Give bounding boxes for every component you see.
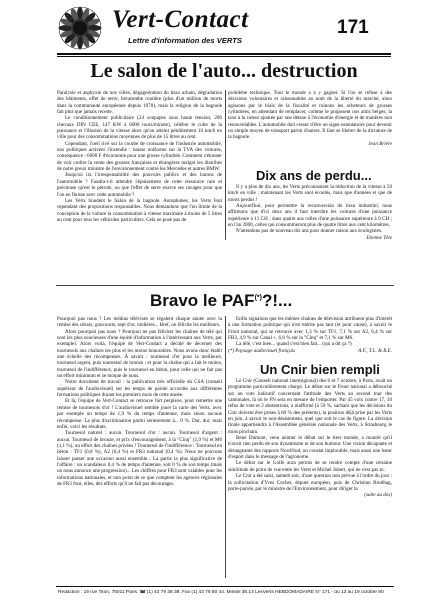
paragraph: Le débat sur le Golfe aura permis de se rendre compte d'une certaine similitude de point de vue entre les Verts et Michel Jobert, qui ne s'est pas tu. [228,460,392,473]
article-salon-left-column [57,90,222,282]
masthead-subtitle: Lettre d'information des VERTS [128,36,242,45]
article-cnir-headline: Un Cnir bien rempli [260,362,380,377]
continued-note: (suite au dos) [364,492,392,499]
article-paf-headline [150,291,292,311]
article-cnir-body [228,378,392,580]
paragraph: Jusqu'où ira l'irresponsabilité des pouvoirs publics et des barons de l'automobile ? Faudra-t-il attendre l'épuisement de cette ressource rare et précieuse qu'est le pétrole, ou que l'effet de serre exerce ses ravages pour que l'on en finisse avec cette automobile ? [57,172,222,198]
paragraph: problème technique. Tout le monde a à y gagner. Si l'on se refuse à des décisions volontaires et raisonnables au nom de la liberté du marché, alors agissons par le biais de la fiscalité et ruinons les acheteurs de grosses cylindrées, en attendant de remplacer, comme le proposent nos amis belges, la taxe à la valeur ajoutée par une détaxe à l'économie d'énergie et de matières non renouvelables. L'automobile doit cesser d'être un signe ostentatoire pour devenir un simple moyen de transport parmi d'autres. Il faut se libérer de la dictature de la bagnole. [228,90,392,141]
masthead-title: Vert-Contact [112,6,249,33]
sunflower-logo-icon [58,6,102,50]
article-salon-right-column [228,90,392,166]
issue-number: 171 [337,17,369,38]
paragraph: Notre document de travail : la publication très officielle du CSA (conseil supérieur de l'audiovisuel) sur les temps de parole accordés aux différentes formations politiques durant les premiers mois de cette année. [57,379,222,399]
paragraph: Le Cnir (Conseil national interrégional) des 6 et 7 octobre, à Paris, avait un programme particulièrement chargé. Le débat sur le Front national a débouché sur un vote indicatif concernant l'attitude des Verts au second tour des cantonales, là où le FN sera en mesure de l'emporter. Par 45 voix contre 17, 10 refus de vote et 2 abstentions, a réaffirmé (à 59 %, sachant que les décisions du Cnir doivent être prises à 60 % des présents), la position déjà prise par les Verts en juin, à savoir le non-désistement, quel que soit le cas de figure. La décision finale appartiendra à l'Assemblée générale nationale des Verts, à Strasbourg le mois prochain. [228,378,392,435]
footnote: (*) Paysage audiovisuel français [228,347,296,354]
paragraph: N'attendons pas de nouveau dix ans pour donner raison aux écologistes. [236,228,383,235]
paragraph: Enfin signalons que les mêmes chaînes de télévision attribuent plus d'intérêt à une formation politique qui n'en mérite pas tant (et pour cause), à savoir le Front national, qui se retrouve avec 1,3 % sur TF1, 7,1 % sur A2, 6,4 % sur FR3, 4,9 % sur Canal +, 6,6 % sur la "Cinq" et 7,1 % sur M6. [228,316,392,342]
signature: Etienne Tête [366,234,392,240]
paragraph: Paralysie et asphyxie de nos villes, dégagnération du tissu urbain, dégradation des bâtiments, effet de serre, hécatombe routière (plus d'un million de morts dans la communauté européenne depuis 1970), mais la religion de la bagnole fait plus que jamais recette. [57,90,222,116]
paragraph: Alors pourquoi pas nous ? Pourquoi ne pas féliciter les chaînes de télé qui sont les plus soucieuses d'une équité d'information à l'intérressant aux Verts, par exemple). Alors voilà, l'équipe de Vert-Contact a décidé de décerner des tournesols aux chaînes les plus et les moins honorables. Nous avons donc établi une échelle des récompenses. À savoir : tournesol d'or pour la meilleure, tournesol argent, puis tournesol de bronze ; et pour la chaîne qui a fait le moins, tournesol de l'indifférence, puis le tournesol en béton, pour celle qui ne fait pas un effort minimum et se moque de nous. [57,328,222,380]
paragraph: Pourquoi pas nous ? Les médias télévisés se régalent chaque année avec la remise des césars, goncourts, sept d'or, molières... Bref, on félicite les meilleurs. [57,316,222,329]
footnote-row [228,348,392,354]
masthead-rule [57,53,391,55]
column-divider [225,90,226,240]
article-paf-left-column [57,316,222,574]
paragraph: René Dumont, venu animer le débat sur le tiers monde, a montré qu'il n'avait rien perdu de son dynamisme ni de son humour. Une vision décapante et dérangeante des rapports Nord/Sud, un constat implacable, mais aussi une lueur d'espoir dans le message de l'agronome. [228,435,392,461]
footer-rule [56,586,394,587]
article-dix-ans-body [228,184,392,240]
section-divider [56,285,394,286]
article-paf-right-column [228,316,392,360]
paragraph: Et là, l'équipe de Vert-Contact se retrouve fort perplexe, pour remettre une remise de tournesols d'or ! L'audiovisuel semble jouer la carte des Verts, avec par exemple un temps de 1,9 % du temps d'antenne, mais sinon aucune récompense. La plus discrimination parmi seriesement à... 0 %. Dur, dur, mais enfin, voici les résultats. [57,398,222,430]
signature: A.F., T.L. & R.E. [358,347,392,354]
headline-footnote-mark: (*) [254,294,262,302]
paragraph: Aujourd'hui, pour permettre la reconversion du tissu industriel, nous affirmons que d'ici deux ans il faut interdire les voitures d'une puissance supérieure à 11 CH ; dans quatre ans celles d'une puissance supérieure à 9 CH ; en l'an 2000, celles qui consommeront plus de quatre litres aux cent kilomètres. [228,203,392,229]
paragraph: Tournesol naturel : aucun. Tournesol d'or : aucun. Tournesol d'argent : aucun. Tournesol de bronze, et prix d'encouragement, à la "Cinq" (1,9 %) et M6 (1,1 %), un effort des chaînes privées ! Tournesol de l'indifférence : Tournesol en béton : TF1 (0,8 %), A2 (0,4 %) et FR3 national (0,4 %). Nous ne pouvons laisser passer une occasion aussi ensemble... La partie la plus significative de l'affaire : un scandaleux 0,4 % de temps d'antenne, soit 0 % de son temps (mais on nous annonce une progression)... Les chiffres pour FR3 sont valables pour les informations nationales, et non point de ce que comptent les agences régionales de FR3 font, elles, des efforts qu'il ne fait pas décourager. [57,430,222,487]
signature: Jean Brière [368,140,392,147]
paragraph: Il y a plus de dix ans, les Verts préconisaient la réduction de la vitesse à 50 km/h en ville ; maintenant les Verts sont écoutés, mais que d'années et que de morts perdus ! [228,184,392,203]
article-salon-headline: Le salon de l'auto... destruction [90,60,358,82]
masthead-rule-thin [57,56,391,57]
paragraph: Le conditionnement publicitaire (24 soupapes sous haute tension, 200 chevaux DIN CEE, 147 KW à 6000 tours/minute), célèbre le culte de la puissance et l'illusion de la vitesse alors qu'on atteint péniblement 10 km/h en ville pour des consommations moyennes de plus de 15 litres au cent. [57,115,222,141]
article-dix-ans-headline: Dix ans de perdu... [256,168,372,183]
footer-info: Rédaction : 19 rue Titon, 75011 Paris. ☎ (1) 43 79 38 38. Fax (1) 43 79 50 44. Minitel 36.14 LesVerts HEBDOMADAIRE N° 171 - du 13 au 19 octobre 90 [58,590,384,595]
headline-text: Bravo le PAF [150,291,255,310]
paragraph: Cependant, l'oeil rivé sur la courbe de croissance de l'industrie automobile, nos politiques activent l'incendie : baisse uniforme sur la TVA des voitures, conséquence : 6000 F d'économie pour une grosse cylindrée. Comment s'étonner de voir croître la vente des grosses françaises et étrangères malgré les diatribes de notre preux ministre de l'environnement contre les Mercedes et autres BMW. [57,140,222,173]
paragraph: Les Verts boudent le Salon de la bagnole. Autophobes, les Verts font cependant des propositions responsables. Nous demandons que l'on limite de la conception de la voiture la consommation à vitesse maximale à moins de 5 litres au cent pour tous les véhicules particuliers. Cela ne pose pas de [57,197,222,223]
column-divider [225,316,226,578]
paragraph: Le Cnir a été saisi, samedi soir, d'une question non prévue à l'ordre du jour : la sollicitation d'Yves Cochet, député européen, puis de Christian Brodhag, porte-parole, par le ministre de l'Environnement, pour diriger la [228,473,392,492]
paragraph: La télé, c'est bien... quand c'est bien fait... (qui a dit ça ?) [236,341,352,348]
headline-tail: ?!... [261,291,293,310]
